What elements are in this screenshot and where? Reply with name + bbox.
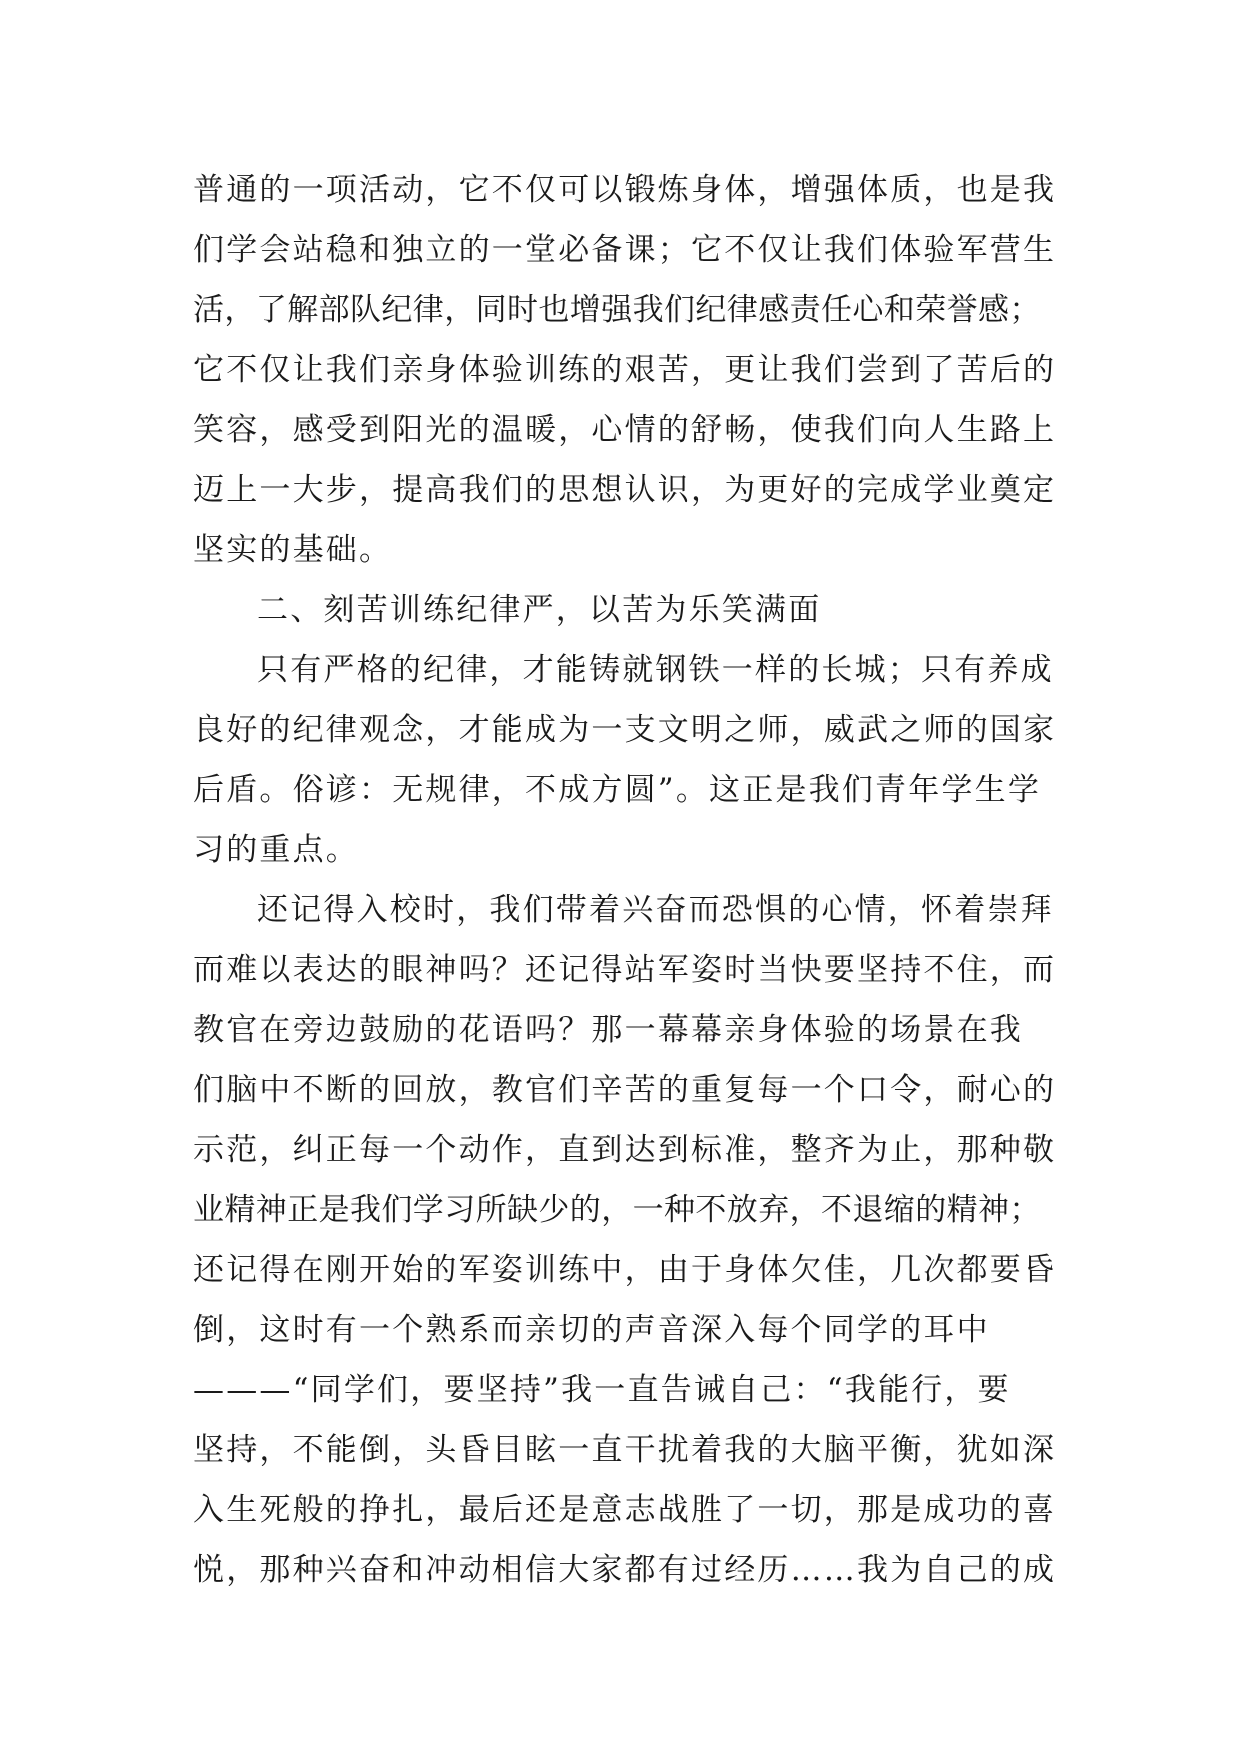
text-line: 普通的一项活动，它不仅可以锻炼身体，增强体质，也是我 — [193, 172, 1057, 208]
text-line: 还记得在刚开始的军姿训练中，由于身体欠佳，几次都要昏 — [193, 1252, 1057, 1288]
text-line: 而难以表达的眼神吗？还记得站军姿时当快要坚持不住，而 — [193, 952, 1057, 988]
text-line: 示范，纠正每一个动作，直到达到标准，整齐为止，那种敬 — [193, 1132, 1057, 1168]
text-line: 入生死般的挣扎，最后还是意志战胜了一切，那是成功的喜 — [193, 1492, 1057, 1528]
text-line: 们脑中不断的回放，教官们辛苦的重复每一个口令，耐心的 — [193, 1072, 1057, 1108]
text-line: 们学会站稳和独立的一堂必备课；它不仅让我们体验军营生 — [193, 232, 1057, 268]
text-line: 教官在旁边鼓励的花语吗？那一幕幕亲身体验的场景在我 — [193, 1012, 1023, 1048]
text-line: 业精神正是我们学习所缺少的，一种不放弃，不退缩的精神； — [193, 1192, 1041, 1228]
text-line: 倒，这时有一个熟系而亲切的声音深入每个同学的耳中 — [193, 1312, 990, 1348]
text-line: 后盾。俗谚：无规律，不成方圆”。这正是我们青年学生学 — [193, 772, 1042, 808]
paragraph-first-line: 只有严格的纪律，才能铸就钢铁一样的长城；只有养成 — [257, 652, 1054, 688]
text-line: ———“同学们，要坚持”我一直告诫自己：“我能行，要 — [193, 1372, 1011, 1408]
text-line: 悦，那种兴奋和冲动相信大家都有过经历……我为自己的成 — [193, 1552, 1057, 1588]
text-line: 活，了解部队纪律，同时也增强我们纪律感责任心和荣誉感； — [193, 292, 1041, 328]
text-line: 良好的纪律观念，才能成为一支文明之师，威武之师的国家 — [193, 712, 1057, 748]
text-line: 笑容，感受到阳光的温暖，心情的舒畅，使我们向人生路上 — [193, 412, 1057, 448]
text-line: 它不仅让我们亲身体验训练的艰苦，更让我们尝到了苦后的 — [193, 352, 1057, 388]
text-line: 迈上一大步，提高我们的思想认识，为更好的完成学业奠定 — [193, 472, 1057, 508]
essay-body — [193, 160, 1055, 1600]
paragraph-first-line: 还记得入校时，我们带着兴奋而恐惧的心情，怀着崇拜 — [257, 892, 1054, 928]
section-heading: 二、刻苦训练纪律严，以苦为乐笑满面 — [257, 592, 822, 628]
text-line: 习的重点。 — [193, 832, 359, 868]
text-line: 坚持，不能倒，头昏目眩一直干扰着我的大脑平衡，犹如深 — [193, 1432, 1057, 1468]
text-line: 坚实的基础。 — [193, 532, 393, 568]
